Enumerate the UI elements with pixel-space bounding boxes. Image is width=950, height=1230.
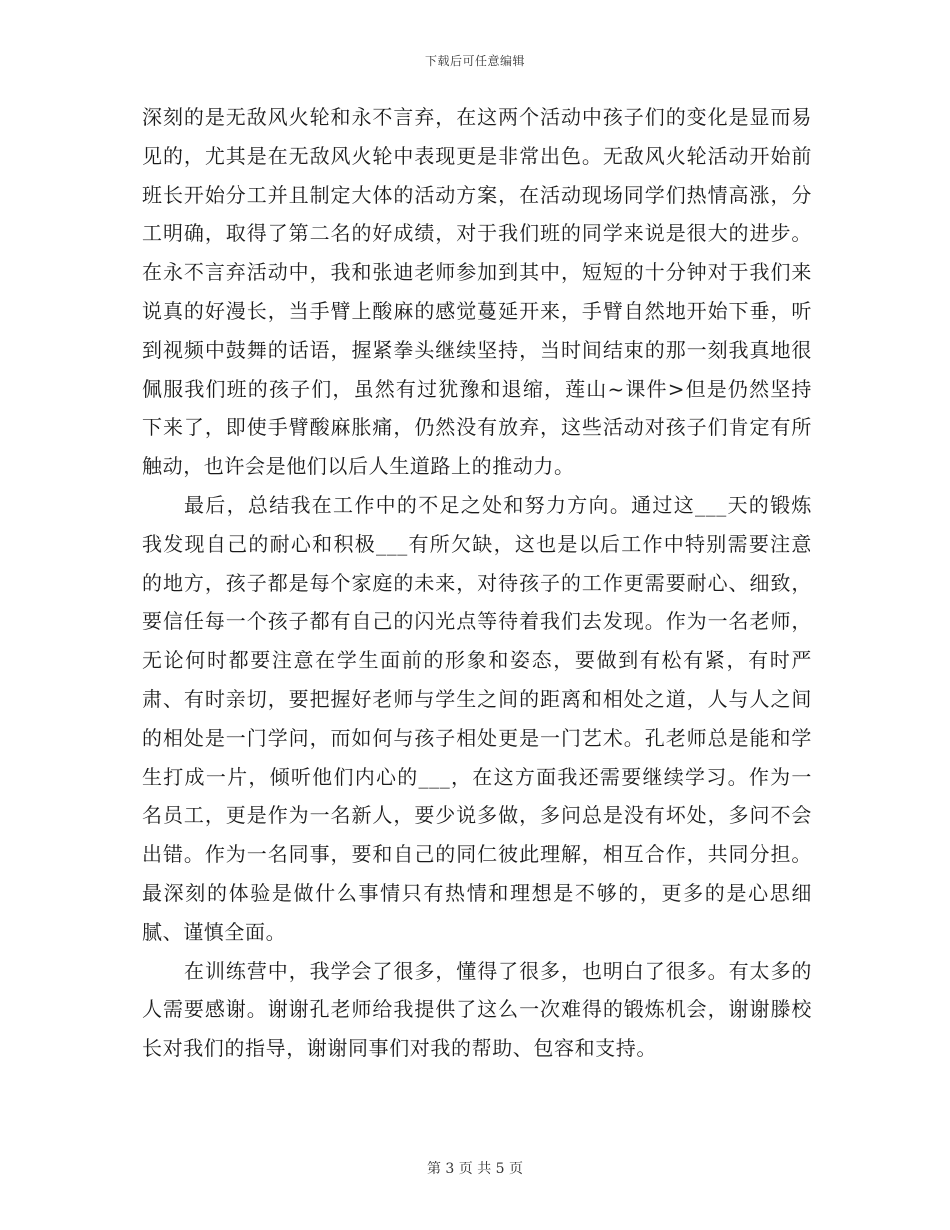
- document-body: [142, 98, 812, 1068]
- paragraph-3: 在训练营中，我学会了很多，懂得了很多，也明白了很多。有太多的人需要感谢。谢谢孔老师给我提供了这么一次难得的锻炼机会，谢谢滕校长对我们的指导，谢谢同事们对我的帮助、包容和支持。: [142, 958, 812, 1061]
- page-number: 第 3 页 共 5 页: [426, 1161, 524, 1177]
- paragraph-1: 深刻的是无敌风火轮和永不言弃，在这两个活动中孩子们的变化是显而易见的，尤其是在无敌风火轮中表现更是非常出色。无敌风火轮活动开始前班长开始分工并且制定大体的活动方案，在活动现场同学们热情高涨，分工明确，取得了第二名的好成绩，对于我们班的同学来说是很大的进步。在永不言弃活动中，我和张迪老师参加到其中，短短的十分钟对于我们来说真的好漫长，当手臂上酸麻的感觉蔓延开来，手臂自然地开始下垂，听到视频中鼓舞的话语，握紧拳头继续坚持，当时间结束的那一刻我真地很佩服我们班的孩子们，虽然有过犹豫和退缩，莲山~课件>但是仍然坚持下来了，即使手臂酸麻胀痛，仍然没有放弃，这些活动对孩子们肯定有所触动，也许会是他们以后人生道路上的推动力。: [142, 105, 812, 479]
- page-header-note: 下载后可任意编辑: [424, 54, 525, 68]
- paragraph-2: 最后，总结我在工作中的不足之处和努力方向。通过这___天的锻炼我发现自己的耐心和积极___有所欠缺，这也是以后工作中特别需要注意的地方，孩子都是每个家庭的未来，对待孩子的工作更需要耐心、细致，要信任每一个孩子都有自己的闪光点等待着我们去发现。作为一名老师，无论何时都要注意在学生面前的形象和姿态，要做到有松有紧，有时严肃、有时亲切，要把握好老师与学生之间的距离和相处之道，人与人之间的相处是一门学问，而如何与孩子相处更是一门艺术。孔老师总是能和学生打成一片，倾听他们内心的___，在这方面我还需要继续学习。作为一名员工，更是作为一名新人，要少说多做，多问总是没有坏处，多问不会出错。作为一名同事，要和自己的同仁彼此理解，相互合作，共同分担。最深刻的体验是做什么事情只有热情和理想是不够的，更多的是心思细腻、谨慎全面。: [142, 492, 812, 944]
